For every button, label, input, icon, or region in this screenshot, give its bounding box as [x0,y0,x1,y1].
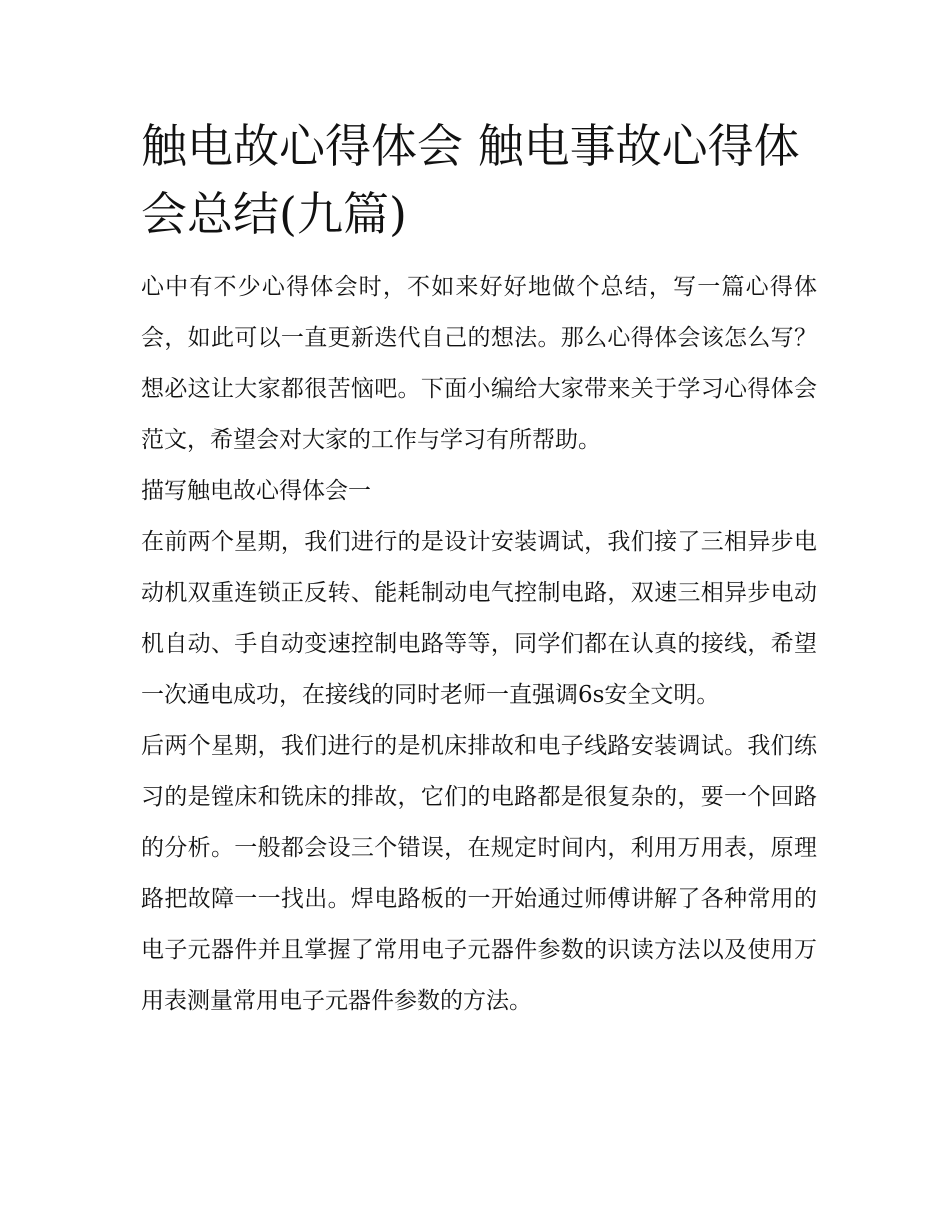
body-paragraph: 后两个星期，我们进行的是机床排故和电子线路安装调试。我们练习的是镗床和铣床的排故，它们的电路都是很复杂的，要一个回路的分析。一般都会设三个错误，在规定时间内，利用万用表，原理路把故障一一找出。焊电路板的一开始通过师傅讲解了各种常用的电子元器件并且掌握了常用电子元器件参数的识读方法以及使用万用表测量常用电子元器件参数的方法。 [141,733,817,1014]
document-body [141,112,817,1027]
document-title: 触电故心得体会 触电事故心得体会总结(九篇) [141,119,800,241]
section-heading: 描写触电故心得体会一 [141,478,371,504]
body-paragraph: 在前两个星期，我们进行的是设计安装调试，我们接了三相异步电动机双重连锁正反转、能耗制动电气控制电路，双速三相异步电动机自动、手自动变速控制电路等等，同学们都在认真的接线，希望一次通电成功，在接线的同时老师一直强调6s安全文明。 [141,529,817,708]
intro-paragraph: 心中有不少心得体会时，不如来好好地做个总结，写一篇心得体会，如此可以一直更新迭代自己的想法。那么心得体会该怎么写？想必这让大家都很苦恼吧。下面小编给大家带来关于学习心得体会范文，希望会对大家的工作与学习有所帮助。 [141,274,817,453]
